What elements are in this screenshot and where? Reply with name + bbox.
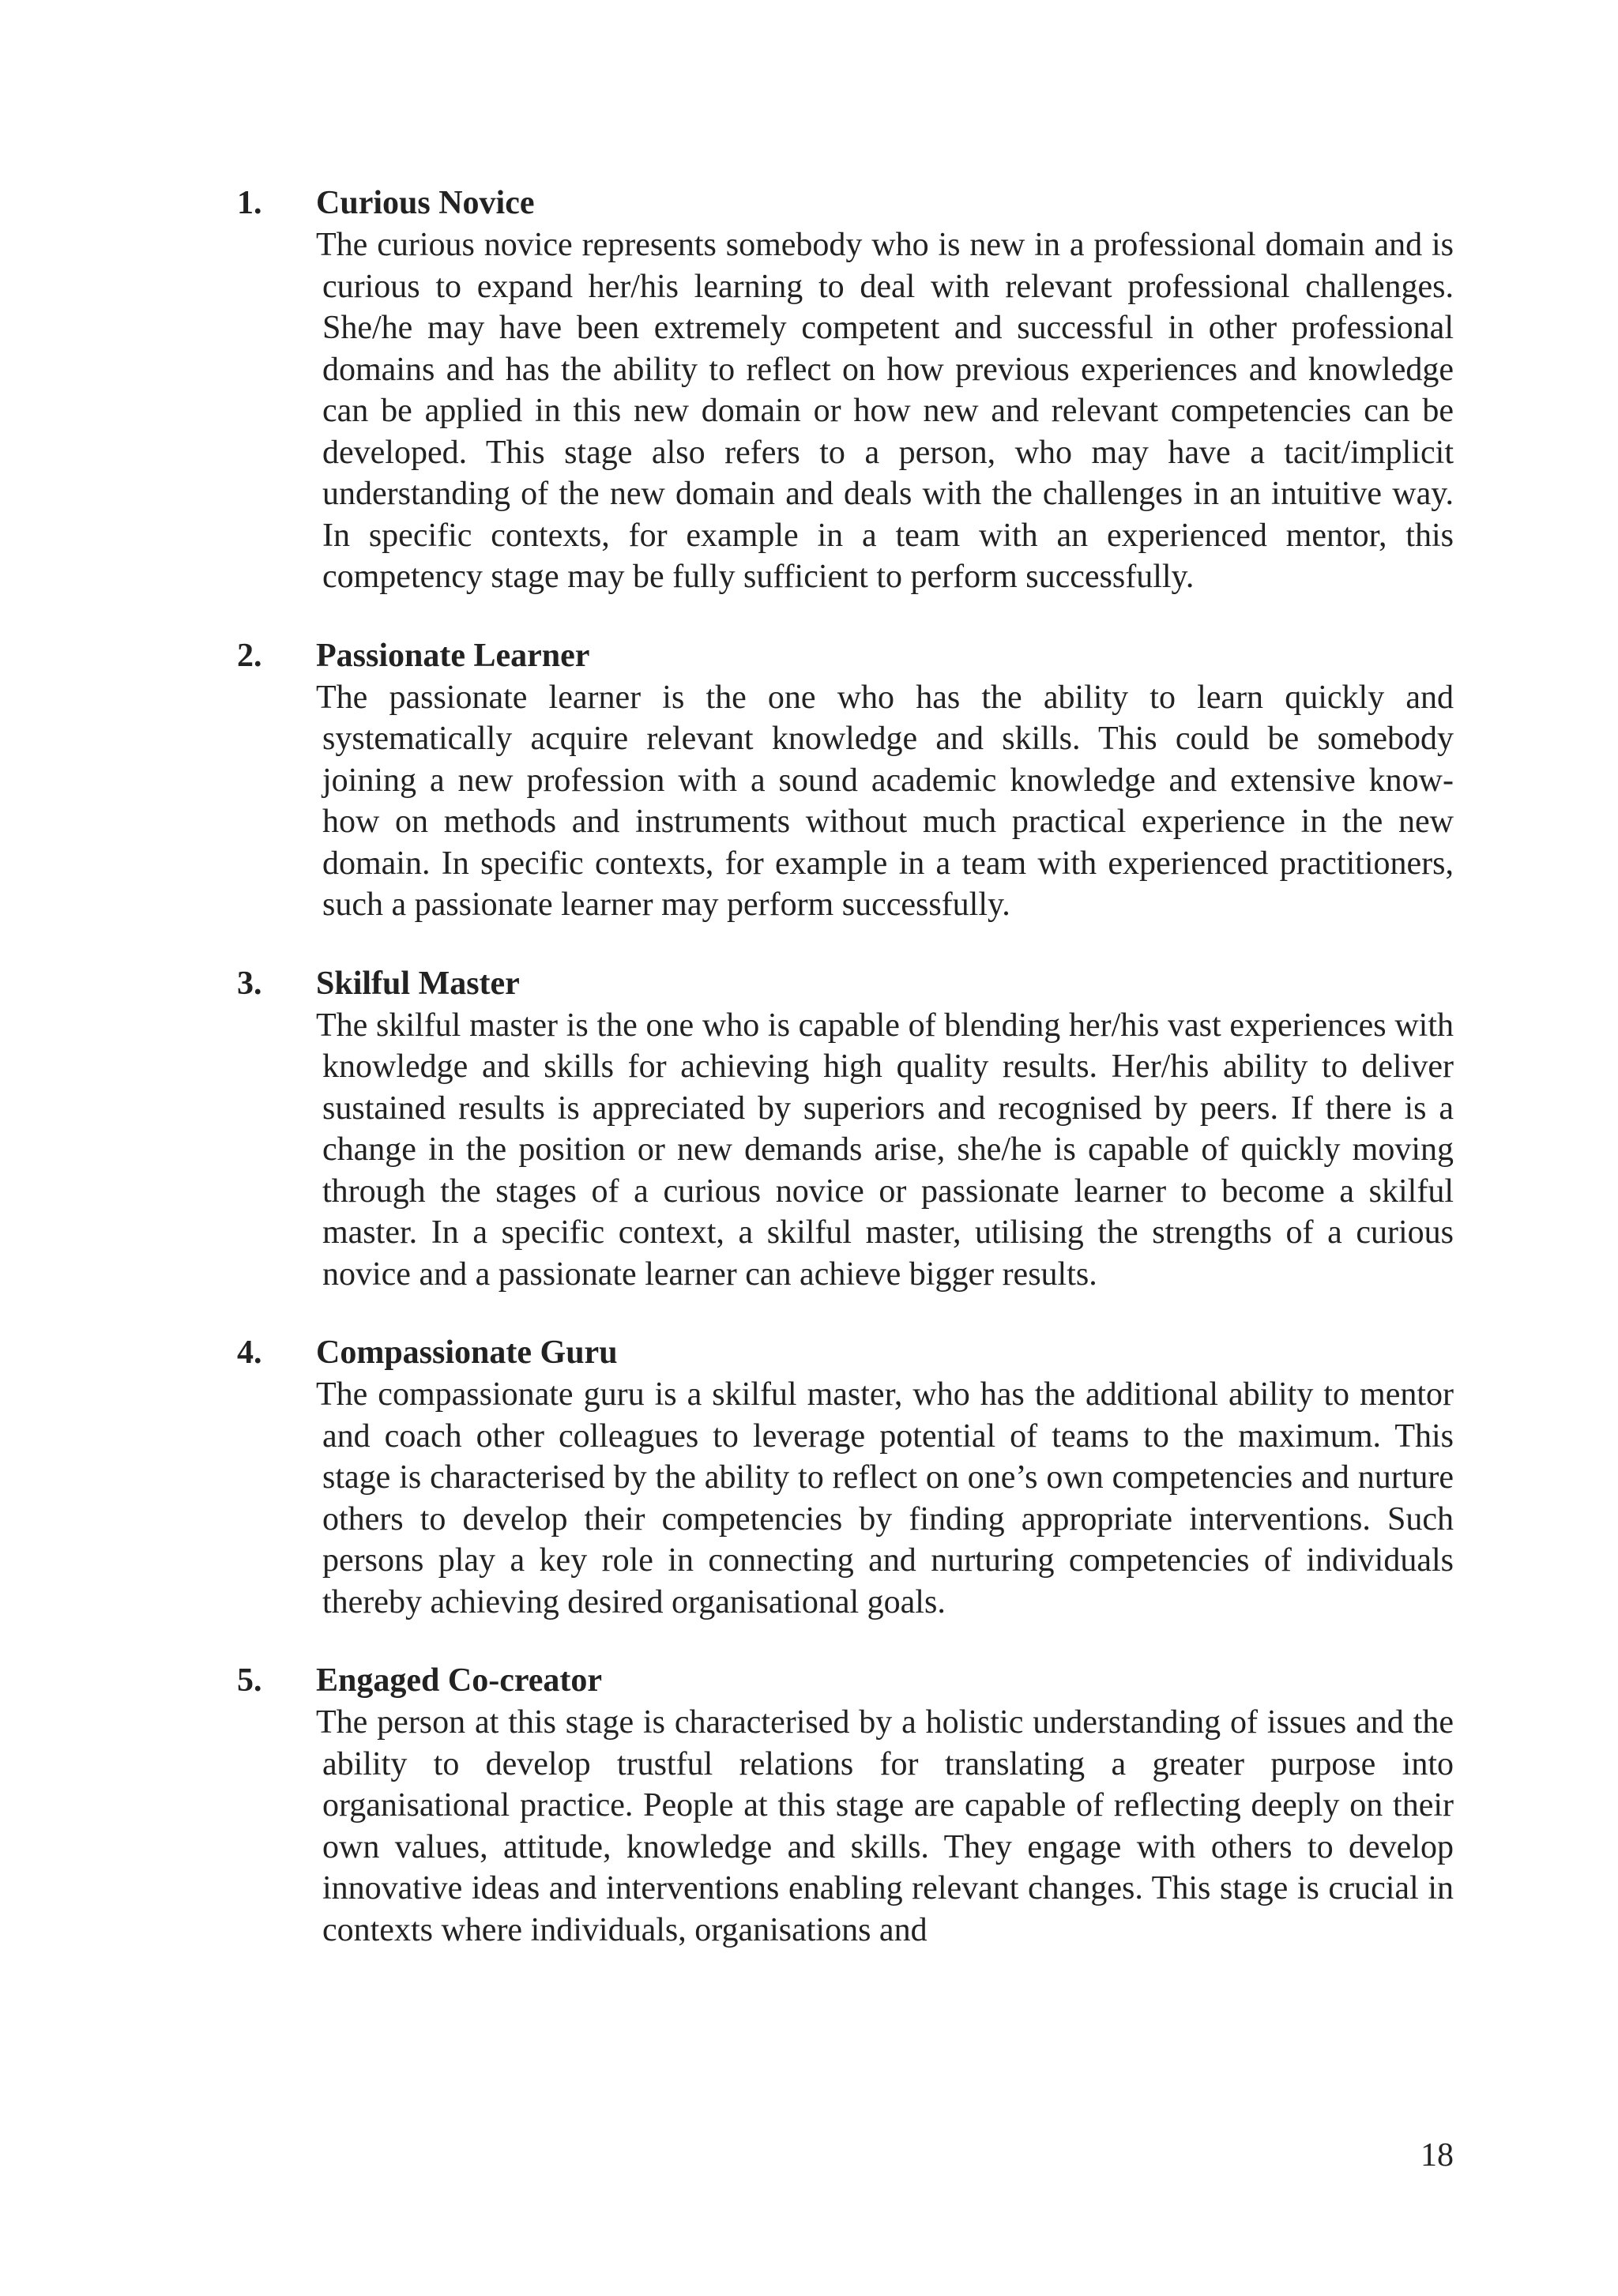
stage-number: 2. (237, 637, 262, 674)
stage-title: Engaged Co-creator (316, 1662, 602, 1699)
stage-description: The person at this stage is characterised by a holistic understanding of issues and the ability to develop trustful relations for translating a greater purpose into organisational practice. People at this stage are capable of reflecting deeply on their own values, attitude, knowledge and skills. They engage with others to develop innovative ideas and interventions enabling relevant changes. This stage is crucial in contexts where individuals, organisations and (316, 1704, 1454, 1948)
stage-title: Passionate Learner (316, 637, 590, 674)
stage-title: Compassionate Guru (316, 1334, 618, 1371)
stage-number: 4. (237, 1334, 262, 1371)
stage-title: Curious Novice (316, 185, 535, 221)
stage-description: The compassionate guru is a skilful master, who has the additional ability to mentor and coach other colleagues to leverage potential of teams to the maximum. This stage is characterised by the ability to reflect on one’s own competencies and nurture others to develop their competencies by finding appropriate interventions. Such persons play a key role in connecting and nurturing competencies of individuals thereby achieving desired organisational goals. (316, 1376, 1454, 1620)
stage-item-passionate-learner (237, 634, 1454, 926)
stage-item-skilful-master (237, 962, 1454, 1296)
competency-stage-list (237, 182, 1454, 1987)
page-number: 18 (1420, 2137, 1454, 2174)
stage-description: The skilful master is the one who is capable of blending her/his vast experiences with knowledge and skills for achieving high quality results. Her/his ability to deliver sustained results is appreciated by superiors and recognised by peers. If there is a change in the position or new demands arise, she/he is capable of quickly moving through the stages of a curious novice or passionate learner to become a skilful master. In a specific context, a skilful master, utilising the strengths of a curious novice and a passionate learner can achieve bigger results. (316, 1007, 1454, 1293)
stage-item-compassionate-guru (237, 1331, 1454, 1623)
stage-item-engaged-co-creator (237, 1659, 1454, 1951)
stage-number: 1. (237, 185, 262, 221)
stage-description: The curious novice represents somebody who is new in a professional domain and is curious to expand her/his learning to deal with relevant professional challenges. She/he may have been extremely competent and successful in other professional domains and has the ability to reflect on how previous experiences and knowledge can be applied in this new domain or how new and relevant competencies can be developed. This stage also refers to a person, who may have a tacit/implicit understanding of the new domain and deals with the challenges in an intuitive way. In specific contexts, for example in a team with an experienced mentor, this competency stage may be fully sufficient to perform successfully. (316, 227, 1454, 595)
stage-item-curious-novice (237, 182, 1454, 598)
stage-description: The passionate learner is the one who has the ability to learn quickly and systematically acquire relevant knowledge and skills. This could be somebody joining a new profession with a sound academic knowledge and extensive know-how on methods and instruments without much practical experience in the new domain. In specific contexts, for example in a team with experienced practitioners, such a passionate learner may perform successfully. (316, 679, 1454, 923)
stage-title: Skilful Master (316, 965, 520, 1002)
stage-number: 5. (237, 1662, 262, 1699)
stage-number: 3. (237, 965, 262, 1002)
